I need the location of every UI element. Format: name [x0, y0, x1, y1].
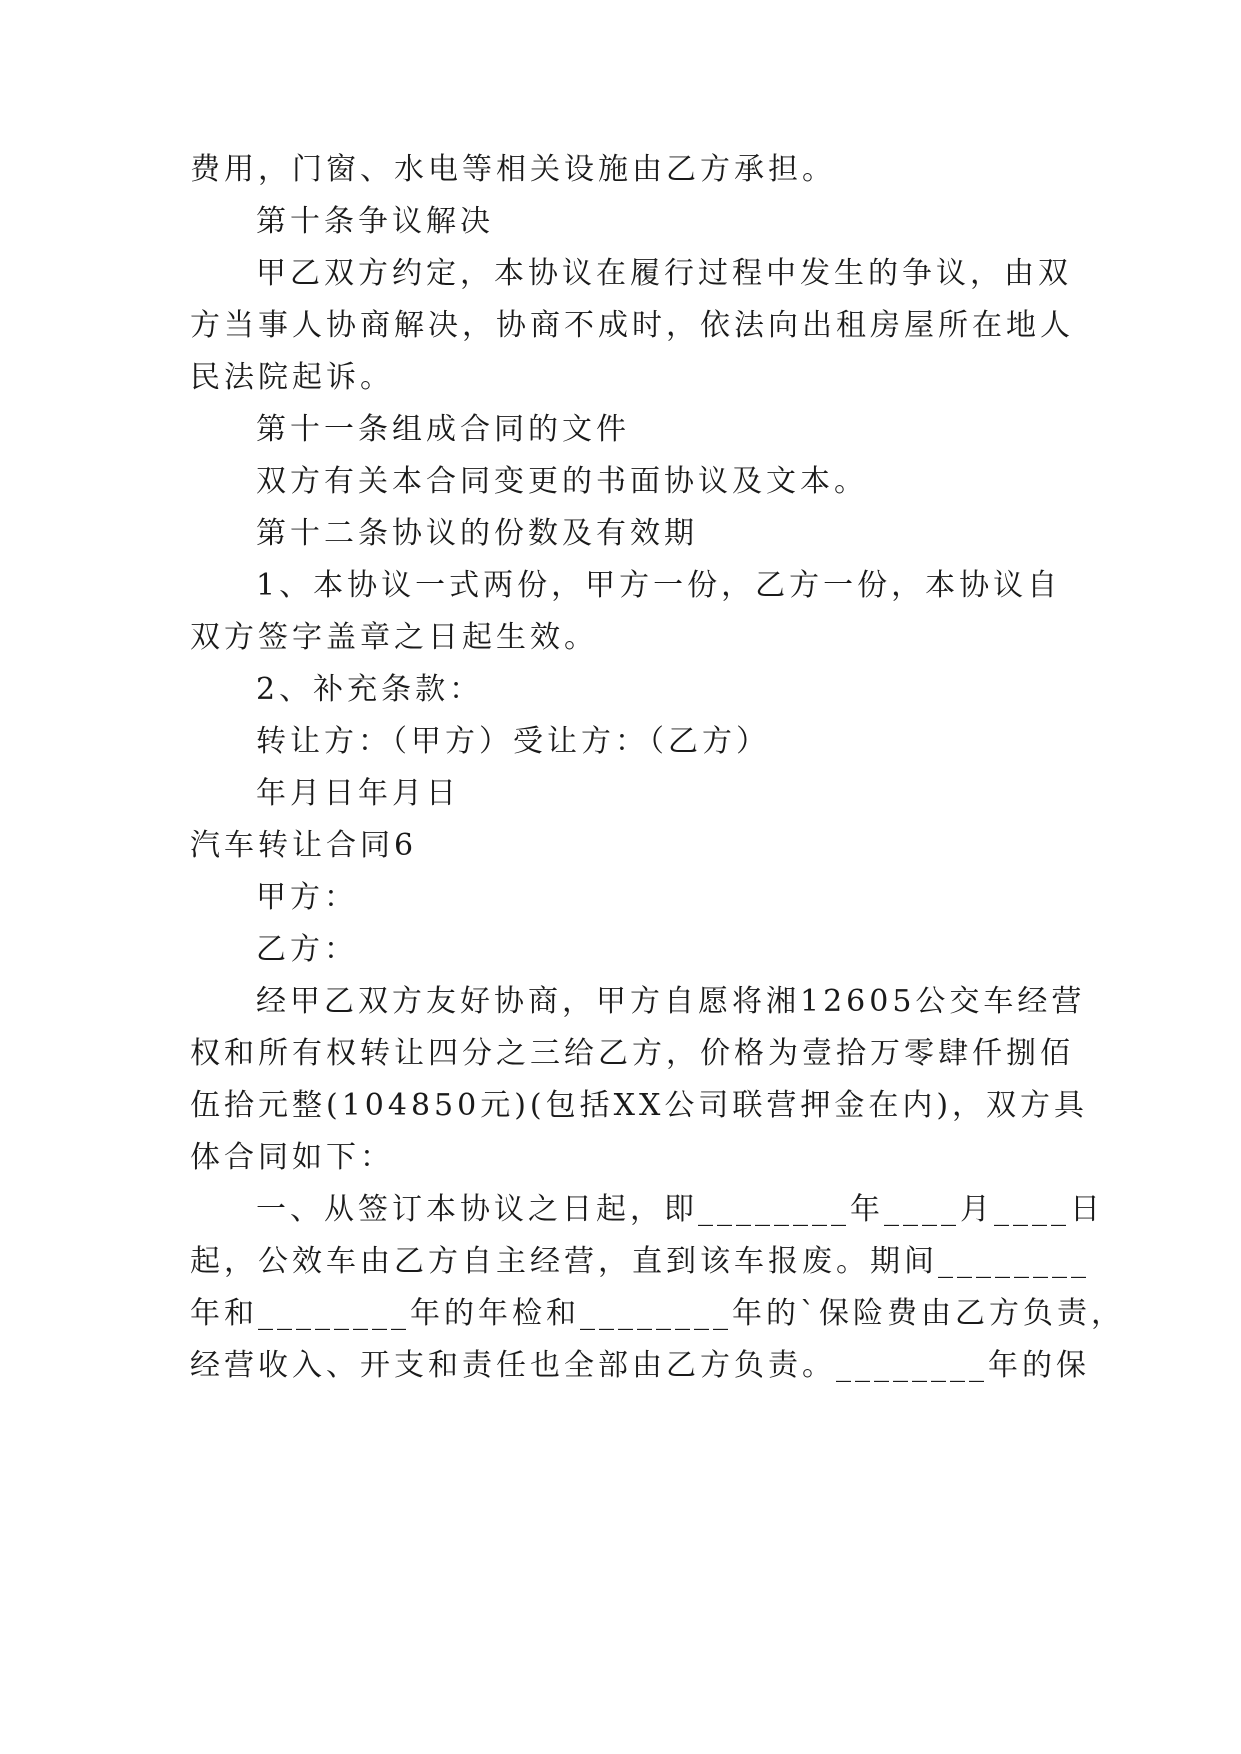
text-line: 体合同如下：	[190, 1140, 394, 1175]
text-line: 甲乙双方约定，本协议在履行过程中发生的争议，由双	[256, 256, 1072, 291]
section-heading: 第十一条组成合同的文件	[256, 412, 630, 447]
text-line: 年和________年的年检和________年的`保险费由乙方负责，	[190, 1296, 1125, 1331]
section-heading: 第十二条协议的份数及有效期	[256, 516, 698, 551]
text-line: 双方有关本合同变更的书面协议及文本。	[256, 464, 868, 499]
document-title: 汽车转让合同6	[190, 828, 418, 863]
text-line: 2、补充条款：	[256, 672, 484, 707]
text-line: 费用，门窗、水电等相关设施由乙方承担。	[190, 152, 836, 187]
text-line: 权和所有权转让四分之三给乙方，价格为壹拾万零肆仟捌佰	[190, 1036, 1074, 1071]
section-heading: 第十条争议解决	[256, 204, 494, 239]
signature-line: 转让方：（甲方）受让方：（乙方）	[256, 724, 770, 759]
date-line: 年月日年月日	[256, 776, 460, 811]
text-line: 一、从签订本协议之日起，即________年____月____日	[256, 1192, 1104, 1227]
text-line: 方当事人协商解决，协商不成时，依法向出租房屋所在地人	[190, 308, 1074, 343]
text-line: 伍拾元整(104850元)(包括XX公司联营押金在内)，双方具	[190, 1088, 1089, 1123]
text-line: 经营收入、开支和责任也全部由乙方负责。________年的保	[190, 1348, 1090, 1383]
text-line: 民法院起诉。	[190, 360, 394, 395]
party-b-line: 乙方：	[256, 932, 358, 967]
text-line: 起，公效车由乙方自主经营，直到该车报废。期间________	[190, 1244, 1090, 1279]
party-a-line: 甲方：	[256, 880, 358, 915]
text-line: 1、本协议一式两份，甲方一份，乙方一份，本协议自	[256, 568, 1062, 603]
text-line: 经甲乙双方友好协商，甲方自愿将湘12605公交车经营	[256, 984, 1086, 1019]
text-line: 双方签字盖章之日起生效。	[190, 620, 598, 655]
